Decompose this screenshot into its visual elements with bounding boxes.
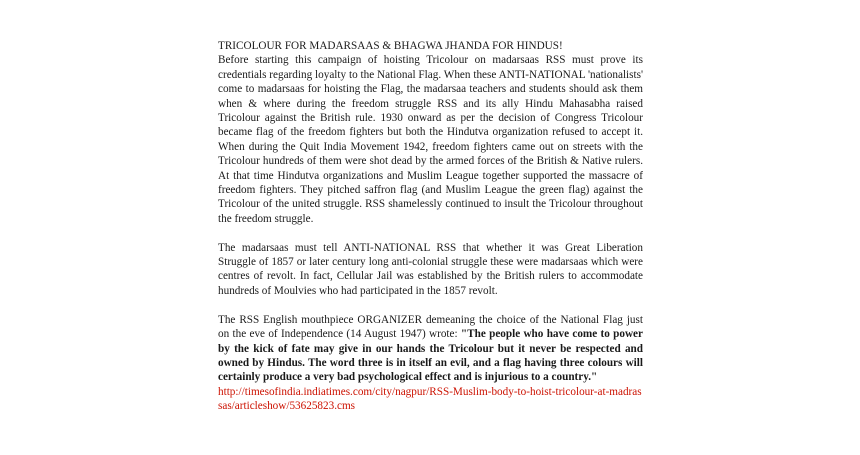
- paragraph-spacer: [218, 298, 643, 312]
- organizer-quote: "The people who have come to power by the kick of fate may give in our hands the Tricolour but it never be respected and owned by Hindus. The word three is in itself an evil, and a flag having three colours will certainly produce a very bad psychological effect and is injurious to a country.": [218, 328, 643, 384]
- paragraph-3: [218, 313, 643, 385]
- source-link[interactable]: http://timesofindia.indiatimes.com/city/nagpur/RSS-Muslim-body-to-hoist-tricolour-at-madrassas/articleshow/53625823.cms: [218, 385, 642, 413]
- paragraph-1: Before starting this campaign of hoisting Tricolour on madarsaas RSS must prove its credentials regarding loyalty to the National Flag. When these ANTI-NATIONAL 'nationalists' come to madarsaas for hoisting the Flag, the madarsaa teachers and students should ask them when & where during the freedom struggle RSS and its ally Hindu Mahasabha raised Tricolour against the British rule. 1930 onward as per the decision of Congress Tricolour became flag of the freedom fighters but both the Hindutva organization refused to accept it. When during the Quit India Movement 1942, freedom fighters came out on streets with the Tricolour hundreds of them were shot dead by the armed forces of the British & Native rulers. At that time Hindutva organizations and Muslim League together supported the massacre of freedom fighters. They pitched saffron flag (and Muslim League the green flag) against the Tricolour of the united struggle. RSS shamelessly continued to insult the Tricolour throughout the freedom struggle.: [218, 54, 643, 225]
- paragraph-3-intro: The RSS English mouthpiece ORGANIZER demeaning the choice of the National Flag just on the eve of Independence (14 August 1947) wrote:: [218, 313, 643, 341]
- article-title: TRICOLOUR FOR MADARSAAS & BHAGWA JHANDA FOR HINDUS!: [218, 40, 563, 52]
- document-page: [218, 39, 643, 414]
- paragraph-spacer: [218, 226, 643, 240]
- paragraph-2: The madarsaas must tell ANTI-NATIONAL RSS that whether it was Great Liberation Struggle of 1857 or later century long anti-colonial struggle these were madarsaas which were centres of revolt. In fact, Cellular Jail was established by the British rulers to accommodate hundreds of Moulvies who had participated in the 1857 revolt.: [218, 241, 643, 297]
